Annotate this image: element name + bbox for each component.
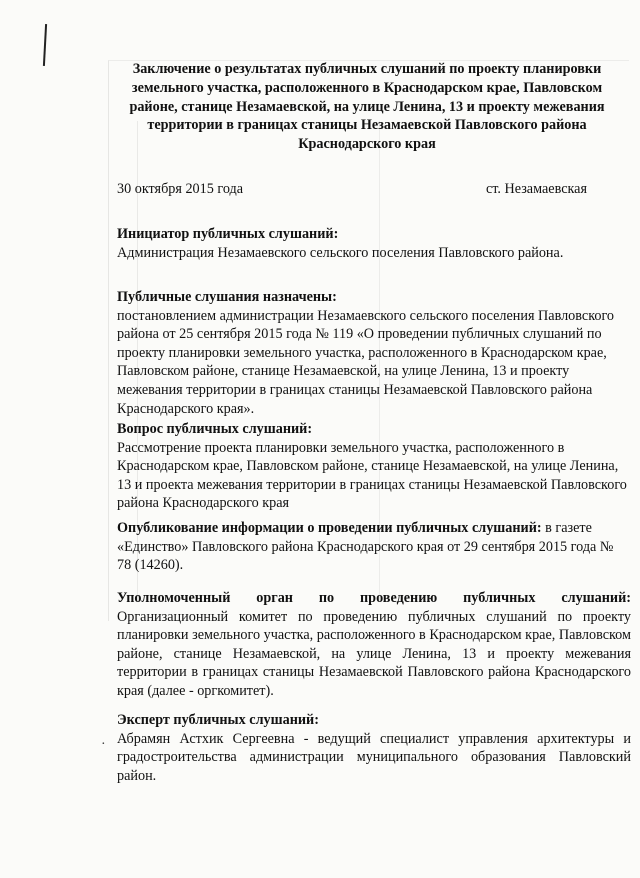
section-heading: Инициатор публичных слушаний: [117, 226, 339, 242]
section-question [117, 420, 631, 513]
document-place: ст. Незамаевская [485, 181, 587, 197]
section-text: постановлением администрации Незамаевского сельского поселения Павловского района от 25 сентября 2015 года № 119 «О проведении публичных слушаний по проекту планировки земельного участка, расположенного в Краснодарском крае, Павловском районе, станице Незамаевской, на улице Ленина, 13 и проекту межевания территории в границах станицы Незамаевской Павловского района Краснодарского края». [117, 307, 615, 417]
section-heading: Уполномоченный орган по проведению публичных слушаний: [117, 590, 631, 606]
section-expert [117, 711, 631, 785]
section-heading: Вопрос публичных слушаний: [117, 421, 313, 437]
margin-pen-mark [43, 24, 47, 66]
document-title: Заключение о результатах публичных слушаний по проекту планировки земельного участка, расположенного в Краснодарском крае, Павловском районе, станице Незамаевской, на улице Ленина, 13 и проекту межевания территории в границах станицы Незамаевской Павловского района Краснодарского края [129, 61, 605, 153]
section-heading: Опубликование информации о проведении публичных слушаний: [117, 520, 546, 536]
section-appointed [117, 288, 631, 418]
section-text: Администрация Незамаевского сельского поселения Павловского района. [117, 244, 564, 261]
section-publication [117, 519, 631, 575]
margin-bullet-mark: · [101, 737, 106, 752]
section-text: Рассмотрение проекта планировки земельного участка, расположенного в Краснодарском крае, Павловском районе, станице Незамаевской, на улице Ленина, 13 и проекта межевания территории в границах станицы Незамаевской Павловского района Краснодарского края [117, 439, 627, 512]
section-initiator [117, 225, 631, 262]
section-heading: Публичные слушания назначены: [117, 289, 337, 305]
section-text: в газете «Единство» Павловского района Краснодарского края от 29 сентября 2015 года № 78 (14260). [117, 520, 614, 574]
section-heading: Эксперт публичных слушаний: [117, 712, 319, 728]
section-text: Организационный комитет по проведению публичных слушаний по проекту планировки земельного участка, расположенного в Краснодарском крае, Павловском районе, станице Незамаевской, на улице Ленина, 13 и проекту межевания территории в границах станицы Незамаевской Павловского района Краснодарского края (далее - оргкомитет). [117, 608, 631, 699]
document-date: 30 октября 2015 года [117, 181, 244, 197]
section-authorized [117, 589, 631, 701]
section-text: Абрамян Астхик Сергеевна - ведущий специалист управления архитектуры и градостроительства администрации муниципального образования Павловский район. [117, 730, 631, 784]
